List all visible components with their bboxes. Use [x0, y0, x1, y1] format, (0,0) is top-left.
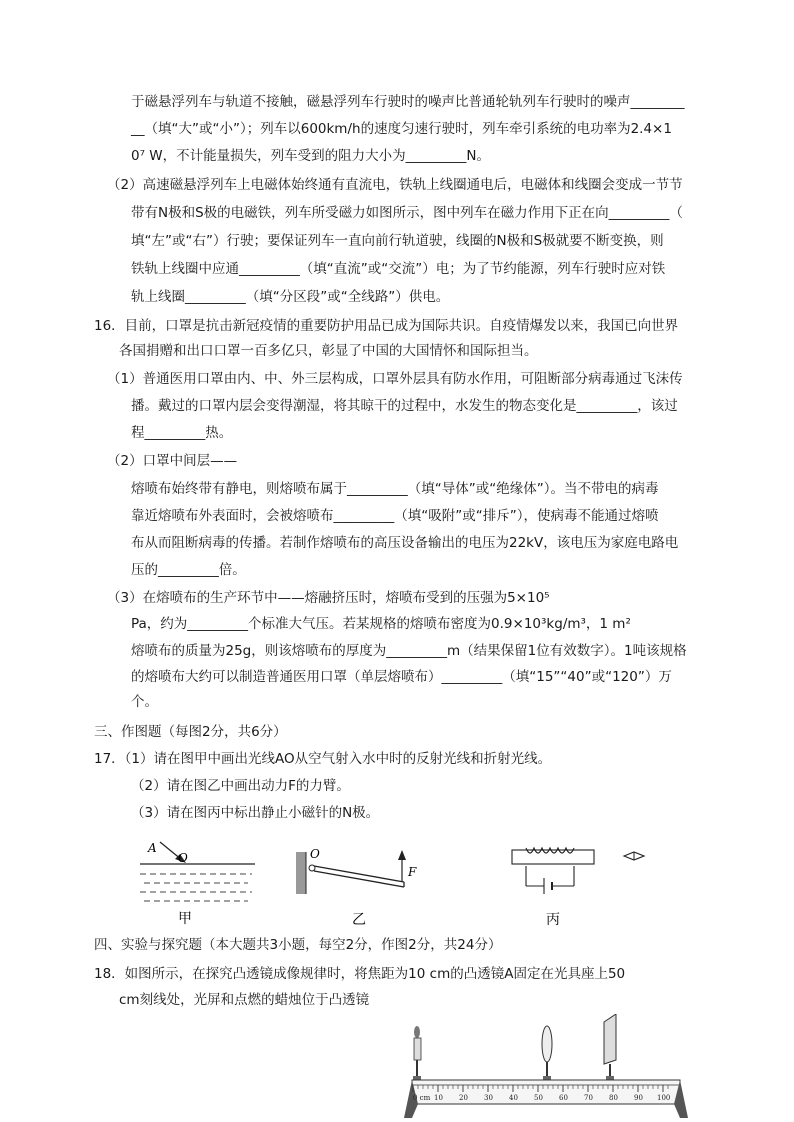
text-line: 播。戴过的口罩内层会变得潮湿，将其晾干的过程中，水发生的物态变化是_________，该过 — [131, 398, 678, 414]
figure-caption: 乙 — [352, 912, 366, 928]
section-heading: 四、实验与探究题（本大题共3小题，每空2分，作图2分，共24分） — [94, 937, 502, 953]
text-line: Pa，约为_________个标准大气压。若某规格的熔喷布密度为0.9×10³kg/m³，1 m² — [131, 616, 631, 632]
text-line: 填“左”或“右”）行驶；要保证列车一直向前行轨道驶，线圈的N极和S极就要不断变换，则 — [131, 233, 664, 249]
tick-label: 20 — [459, 1094, 468, 1102]
text-line: 0⁷ W，不计能量损失，列车受到的阻力大小为_________N。 — [131, 148, 490, 164]
tick-label: 40 — [509, 1094, 518, 1102]
text-line: 于磁悬浮列车与轨道不接触，磁悬浮列车行驶时的噪声比普通轮轨列车行驶时的噪声________ — [131, 94, 685, 110]
label-o: O — [310, 847, 320, 861]
text-line: （2）高速磁悬浮列车上电磁体始终通有直流电，铁轨上线圈通电后，电磁体和线圈会变成一节节 — [107, 177, 683, 193]
figure-bing — [508, 842, 658, 928]
text-line: 18．如图所示，在探究凸透镜成像规律时，将焦距为10 cm的凸透镜A固定在光具座上50 — [94, 966, 626, 982]
section-heading: 三、作图题（每图2分，共6分） — [94, 724, 287, 740]
tick-label: 70 — [584, 1094, 593, 1102]
text-line: 程_________热。 — [131, 425, 233, 441]
label-o: O — [178, 851, 188, 865]
text-line: （2）口罩中间层—— — [107, 453, 238, 469]
label-f: F — [408, 865, 417, 879]
figure-caption: 甲 — [178, 911, 192, 927]
text-line: __（填“大”或“小”）；列车以600km/h的速度匀速行驶时，列车牵引系统的电功率为2.4×1 — [131, 121, 672, 137]
text-line: （3）在熔喷布的生产环节中——熔融挤压时，熔喷布受到的压强为5×10⁵ — [107, 590, 550, 606]
tick-label: 50 — [534, 1094, 543, 1102]
text-line: 压的_________倍。 — [131, 562, 246, 578]
text-line: 轨上线圈_________（填“分区段”或“全线路”）供电。 — [131, 289, 450, 305]
text-line: 熔喷布的质量为25g，则该熔喷布的厚度为_________m（结果保留1位有效数字）。1吨该规格 — [131, 643, 687, 659]
text-line: cm刻线处，光屏和点燃的蜡烛位于凸透镜 — [119, 992, 370, 1008]
tick-label: 0 cm — [413, 1094, 431, 1102]
tick-label: 10 — [434, 1094, 443, 1102]
tick-label: 60 — [559, 1094, 568, 1102]
tick-label: 100 — [657, 1094, 671, 1102]
figure-yi — [292, 842, 432, 928]
figure-jia — [140, 832, 260, 928]
text-line: 个。 — [131, 694, 158, 710]
text-line: 17．（1）请在图甲中画出光线AO从空气射入水中时的反射光线和折射光线。 — [94, 751, 552, 767]
tick-label: 90 — [634, 1094, 643, 1102]
text-line: 熔喷布始终带有静电，则熔喷布属于_________（填“导体”或“绝缘体”）。当不带电的病毒 — [131, 481, 659, 497]
text-line: 各国捐赠和出口口罩一百多亿只，彰显了中国的大国情怀和国际担当。 — [119, 343, 538, 359]
figure-caption: 丙 — [546, 912, 560, 928]
text-line: （2）请在图乙中画出动力F的力臂。 — [131, 778, 350, 794]
tick-label: 80 — [609, 1094, 618, 1102]
text-line: 带有N极和S极的电磁铁，列车所受磁力如图所示，图中列车在磁力作用下正在向_________（ — [131, 205, 683, 221]
text-line: （3）请在图丙中标出静止小磁针的N极。 — [131, 805, 380, 821]
text-line: 靠近熔喷布外表面时，会被熔喷布_________（填“吸附”或“排斥”），使病毒不能通过熔喷 — [131, 508, 659, 524]
label-a: A — [148, 841, 157, 855]
text-line: 布从而阻断病毒的传播。若制作熔喷布的高压设备输出的电压为22kV，该电压为家庭电路电 — [131, 535, 679, 551]
text-line: 铁轨上线圈中应通_________（填“直流”或“交流”）电；为了节约能源，列车行驶时应对铁 — [131, 261, 666, 277]
text-line: 的熔喷布大约可以制造普通医用口罩（单层熔喷布）_________（填“15”“40”或“120”）万 — [131, 669, 672, 685]
text-line: 16．目前，口罩是抗击新冠疫情的重要防护用品已成为国际共识。自疫情爆发以来，我国已向世界 — [94, 318, 679, 334]
text-line: （1）普通医用口罩由内、中、外三层构成，口罩外层具有防水作用，可阻断部分病毒通过飞沫传 — [107, 371, 683, 387]
optical-bench-figure — [404, 1014, 704, 1122]
tick-label: 30 — [484, 1094, 493, 1102]
